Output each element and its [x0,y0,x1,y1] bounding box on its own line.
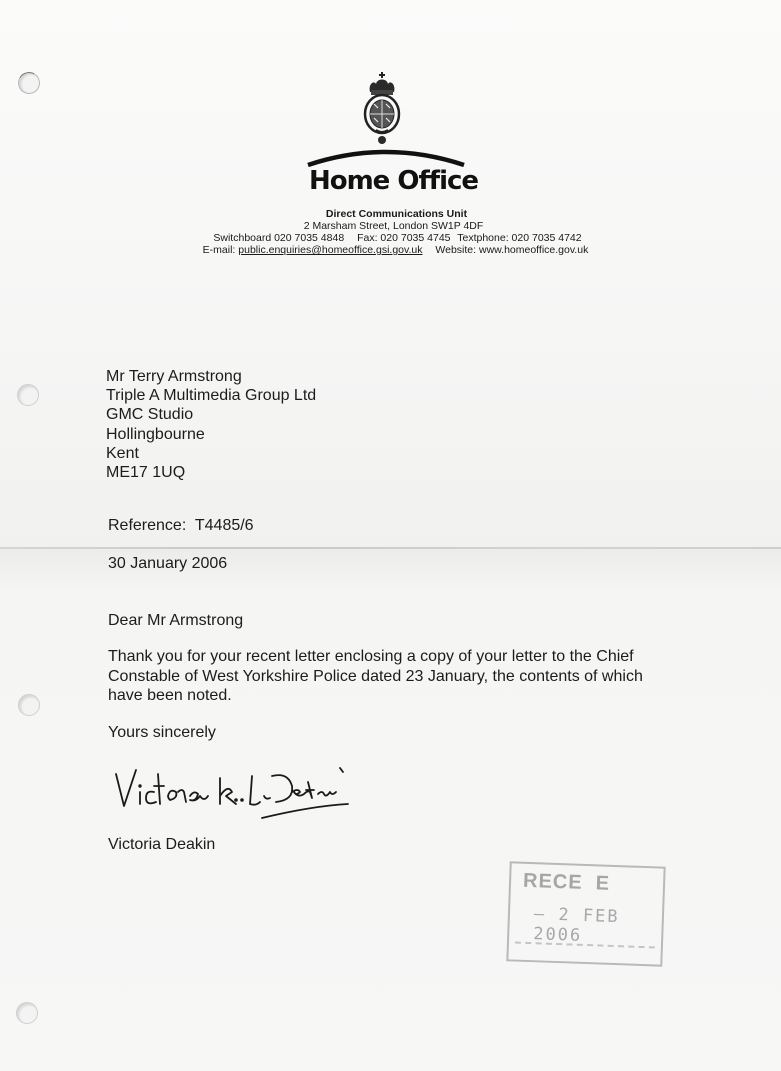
signatory-name: Victoria Deakin [108,836,216,853]
punch-hole-icon [17,384,39,406]
stamp-title: RECE E [522,869,611,895]
fax-number: Fax: 020 7035 4745 [357,232,451,244]
handwritten-signature-icon [112,762,352,824]
recipient-address [106,367,316,482]
royal-coat-of-arms-icon [362,70,402,148]
stamp-date: – 2 FEB 2006 [532,904,620,946]
letterhead-email-line [0,244,781,256]
recipient-line: Hollingbourne [106,425,205,443]
letterhead-arch-icon [306,145,466,167]
switchboard-number: Switchboard 020 7035 4848 [213,232,345,244]
received-stamp [506,861,665,966]
letterhead-contact-block [0,208,781,256]
punch-hole-icon [18,694,40,716]
recipient-line: GMC Studio [106,406,194,424]
textphone-number: Textphone: 020 7035 4742 [457,232,582,244]
body-line: Thank you for your recent letter enclosing a copy of your letter to the Chief [108,648,634,665]
body-line: have been noted. [108,687,232,704]
email-label: E-mail: [202,244,236,256]
reference-number: Reference: T4485/6 [108,517,254,534]
letterhead-phones [0,232,781,244]
recipient-line: Mr Terry Armstrong [106,368,242,385]
letter-body [108,647,688,706]
recipient-line: ME17 1UQ [106,464,186,482]
email-link[interactable]: public.enquiries@homeoffice.gsi.gov.uk [238,244,423,256]
body-line: Constable of West Yorkshire Police dated 23 January, the contents of which [108,667,643,685]
salutation: Dear Mr Armstrong [108,612,244,629]
punch-hole-icon [16,1002,38,1024]
recipient-line: Triple A Multimedia Group Ltd [106,387,317,405]
closing: Yours sincerely [108,724,216,741]
organisation-name: Home Office [308,166,479,196]
unit-name: Direct Communications Unit [325,208,468,220]
website-text: Website: www.homeoffice.gov.uk [435,244,589,256]
recipient-line: Kent [106,444,139,462]
letterhead-address: 2 Marsham Street, London SW1P 4DF [303,220,484,232]
fold-crease [0,547,781,549]
letter-date: 30 January 2006 [108,555,228,572]
